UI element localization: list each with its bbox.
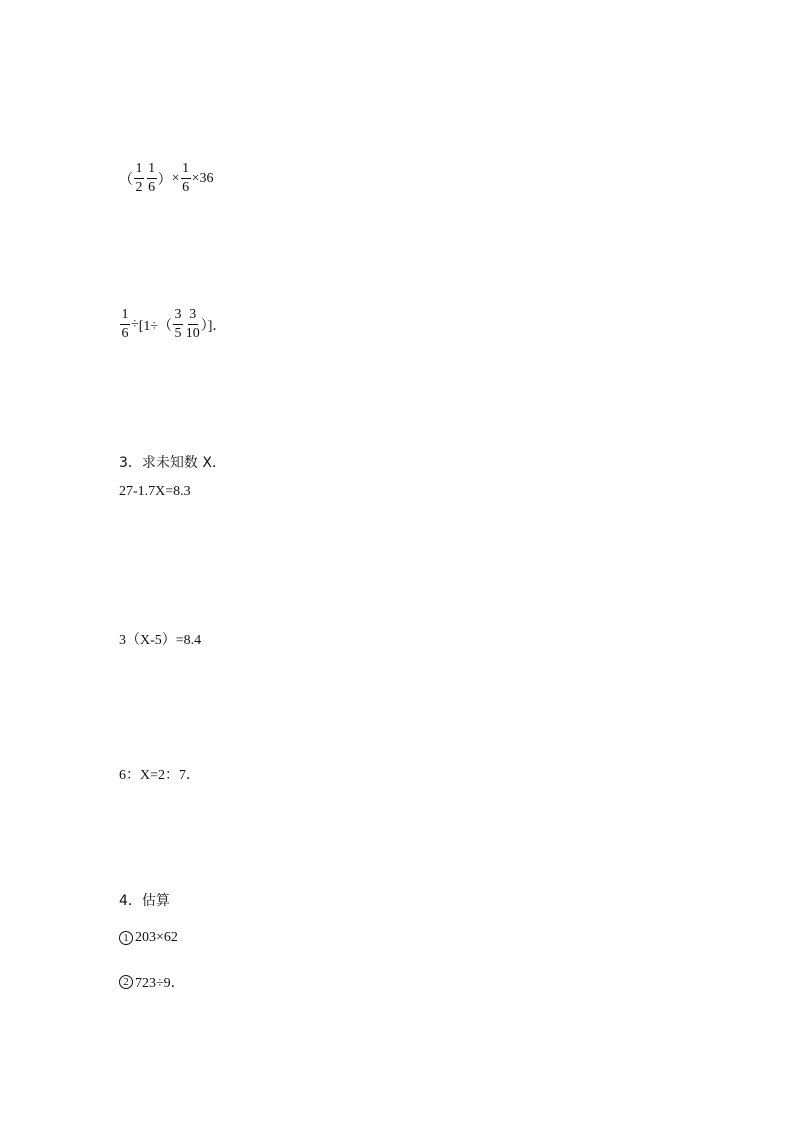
section-4-heading: 4．估算 <box>119 893 170 909</box>
equation-3: 6：X=2：7． <box>119 768 201 783</box>
estimate-item-2-text: 723÷9． <box>135 976 185 991</box>
expression-2 <box>119 308 226 341</box>
expression-tail: 36 <box>199 170 214 186</box>
minus-sign-2: - <box>184 323 185 326</box>
estimate-item-2 <box>119 972 185 992</box>
divide-sign: ÷ <box>131 316 139 332</box>
fraction-1-6-c: $\frac{1}{6}$ <box>121 307 129 341</box>
fraction-1-6-b: $\frac{1}{6}$ <box>182 161 190 195</box>
bracket-close: ）]． <box>200 318 227 334</box>
estimate-item-1 <box>119 930 178 946</box>
minus-sign: - <box>145 177 146 180</box>
equation-1: 27-1.7X=8.3 <box>119 484 191 499</box>
open-paren: （ <box>119 172 133 188</box>
circled-number-1: 1 <box>119 931 133 945</box>
estimate-item-1-text: 203×62 <box>135 930 178 945</box>
close-paren: ） <box>157 172 172 188</box>
fraction-3-5: $\frac{3}{5}$ <box>174 307 182 341</box>
fraction-1-6: $\frac{1}{6}$ <box>148 161 156 195</box>
equation-2: 3（X-5）=8.4 <box>119 633 202 648</box>
bracket-open: [1÷（ <box>138 318 173 334</box>
section-3-heading: 3．求未知数 X． <box>119 455 226 471</box>
fraction-1-2: $\frac{1}{2}$ <box>135 161 143 195</box>
times-sign-2: × <box>191 170 200 186</box>
circled-number-2: 2 <box>119 975 133 989</box>
fraction-3-10: $\frac{3}{10}$ <box>185 307 200 341</box>
times-sign: × <box>171 170 180 186</box>
expression-1 <box>119 162 213 195</box>
